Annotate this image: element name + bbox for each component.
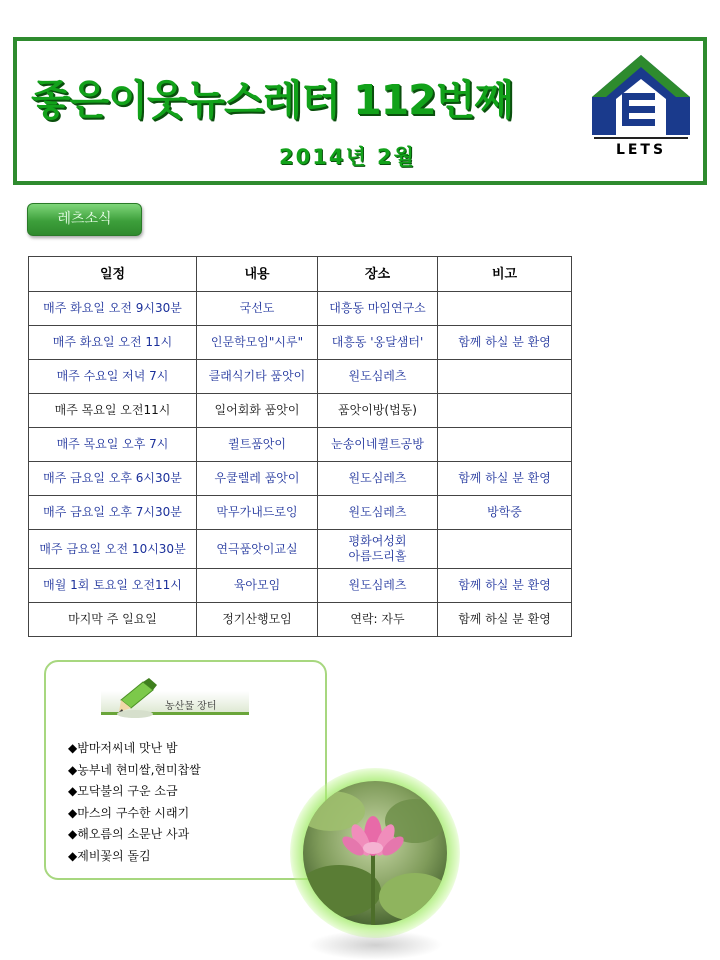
note-cell bbox=[438, 394, 572, 428]
table-row bbox=[29, 326, 572, 360]
schedule-time-cell: 매월 1회 토요일 오전11시 bbox=[29, 569, 197, 603]
place-cell: 눈송이네퀼트공방 bbox=[318, 428, 438, 462]
schedule-time-cell: 매주 금요일 오후 7시30분 bbox=[29, 496, 197, 530]
note-cell bbox=[438, 360, 572, 394]
schedule-time-cell: 매주 금요일 오후 6시30분 bbox=[29, 462, 197, 496]
lets-logo bbox=[592, 53, 690, 161]
schedule-time-cell: 매주 목요일 오전11시 bbox=[29, 394, 197, 428]
farm-market-box bbox=[44, 660, 327, 880]
column-header-place: 장소 bbox=[318, 257, 438, 292]
table-row bbox=[29, 394, 572, 428]
newsletter-header bbox=[13, 37, 707, 185]
place-cell: 원도심레츠 bbox=[318, 462, 438, 496]
lotus-flower-photo bbox=[303, 781, 447, 925]
table-row bbox=[29, 530, 572, 569]
list-item: ◆밤마저씨네 맛난 밤 bbox=[68, 741, 178, 755]
schedule-table bbox=[28, 256, 572, 637]
content-cell: 클래식기타 품앗이 bbox=[197, 360, 318, 394]
place-cell: 품앗이방(법동) bbox=[318, 394, 438, 428]
schedule-time-cell: 매주 목요일 오후 7시 bbox=[29, 428, 197, 462]
list-item: ◆농부네 현미쌀,현미찹쌀 bbox=[68, 762, 201, 777]
table-row bbox=[29, 603, 572, 637]
place-cell: 연락: 자두 bbox=[318, 603, 438, 637]
place-cell: 원도심레츠 bbox=[318, 360, 438, 394]
newsletter-title: 좋은이웃뉴스레터 112번째 bbox=[31, 76, 513, 124]
newsletter-date: 2014년 2월 bbox=[279, 145, 416, 169]
table-row bbox=[29, 569, 572, 603]
content-cell: 우쿨렐레 품앗이 bbox=[197, 462, 318, 496]
note-cell: 방학중 bbox=[438, 496, 572, 530]
column-header-schedule: 일정 bbox=[29, 257, 197, 292]
content-cell: 정기산행모임 bbox=[197, 603, 318, 637]
farm-market-title: 농산물 장터 bbox=[165, 701, 217, 712]
column-header-content: 내용 bbox=[197, 257, 318, 292]
logo-text: LETS bbox=[615, 142, 667, 158]
place-cell: 대흥동 마임연구소 bbox=[318, 292, 438, 326]
place-cell: 원도심레츠 bbox=[318, 496, 438, 530]
table-header-row bbox=[29, 257, 572, 292]
table-row bbox=[29, 360, 572, 394]
list-item: ◆마스의 구수한 시래기 bbox=[68, 805, 190, 820]
note-cell bbox=[438, 428, 572, 462]
list-item: ◆모닥불의 구운 소금 bbox=[68, 784, 178, 798]
pencil-icon bbox=[115, 678, 159, 720]
place-cell: 원도심레츠 bbox=[318, 569, 438, 603]
table-row bbox=[29, 428, 572, 462]
table-row bbox=[29, 292, 572, 326]
content-cell: 인문학모임"시루" bbox=[197, 326, 318, 360]
farm-market-list bbox=[68, 738, 201, 867]
schedule-time-cell: 매주 화요일 오전 9시30분 bbox=[29, 292, 197, 326]
content-cell: 퀼트품앗이 bbox=[197, 428, 318, 462]
list-item: ◆해오름의 소문난 사과 bbox=[68, 827, 190, 841]
note-cell bbox=[438, 292, 572, 326]
note-cell: 함께 하실 분 환영 bbox=[438, 326, 572, 360]
schedule-time-cell: 매주 수요일 저녁 7시 bbox=[29, 360, 197, 394]
list-item: ◆제비꽃의 돌김 bbox=[68, 848, 151, 863]
content-cell: 육아모임 bbox=[197, 569, 318, 603]
note-cell bbox=[438, 530, 572, 569]
place-cell: 대흥동 '옹달샘터' bbox=[318, 326, 438, 360]
note-cell: 함께 하실 분 환영 bbox=[438, 569, 572, 603]
content-cell: 연극품앗이교실 bbox=[197, 530, 318, 569]
farm-market-heading bbox=[101, 678, 249, 728]
schedule-time-cell: 매주 화요일 오전 11시 bbox=[29, 326, 197, 360]
section-label-lets-news: 레츠소식 bbox=[27, 203, 142, 236]
column-header-note: 비고 bbox=[438, 257, 572, 292]
schedule-time-cell: 매주 금요일 오전 10시30분 bbox=[29, 530, 197, 569]
content-cell: 막무가내드로잉 bbox=[197, 496, 318, 530]
note-cell: 함께 하실 분 환영 bbox=[438, 603, 572, 637]
content-cell: 국선도 bbox=[197, 292, 318, 326]
place-cell: 평화여성회 아름드리홀 bbox=[318, 530, 438, 569]
table-row bbox=[29, 462, 572, 496]
note-cell: 함께 하실 분 환영 bbox=[438, 462, 572, 496]
content-cell: 일어회화 품앗이 bbox=[197, 394, 318, 428]
table-row bbox=[29, 496, 572, 530]
schedule-time-cell: 마지막 주 일요일 bbox=[29, 603, 197, 637]
